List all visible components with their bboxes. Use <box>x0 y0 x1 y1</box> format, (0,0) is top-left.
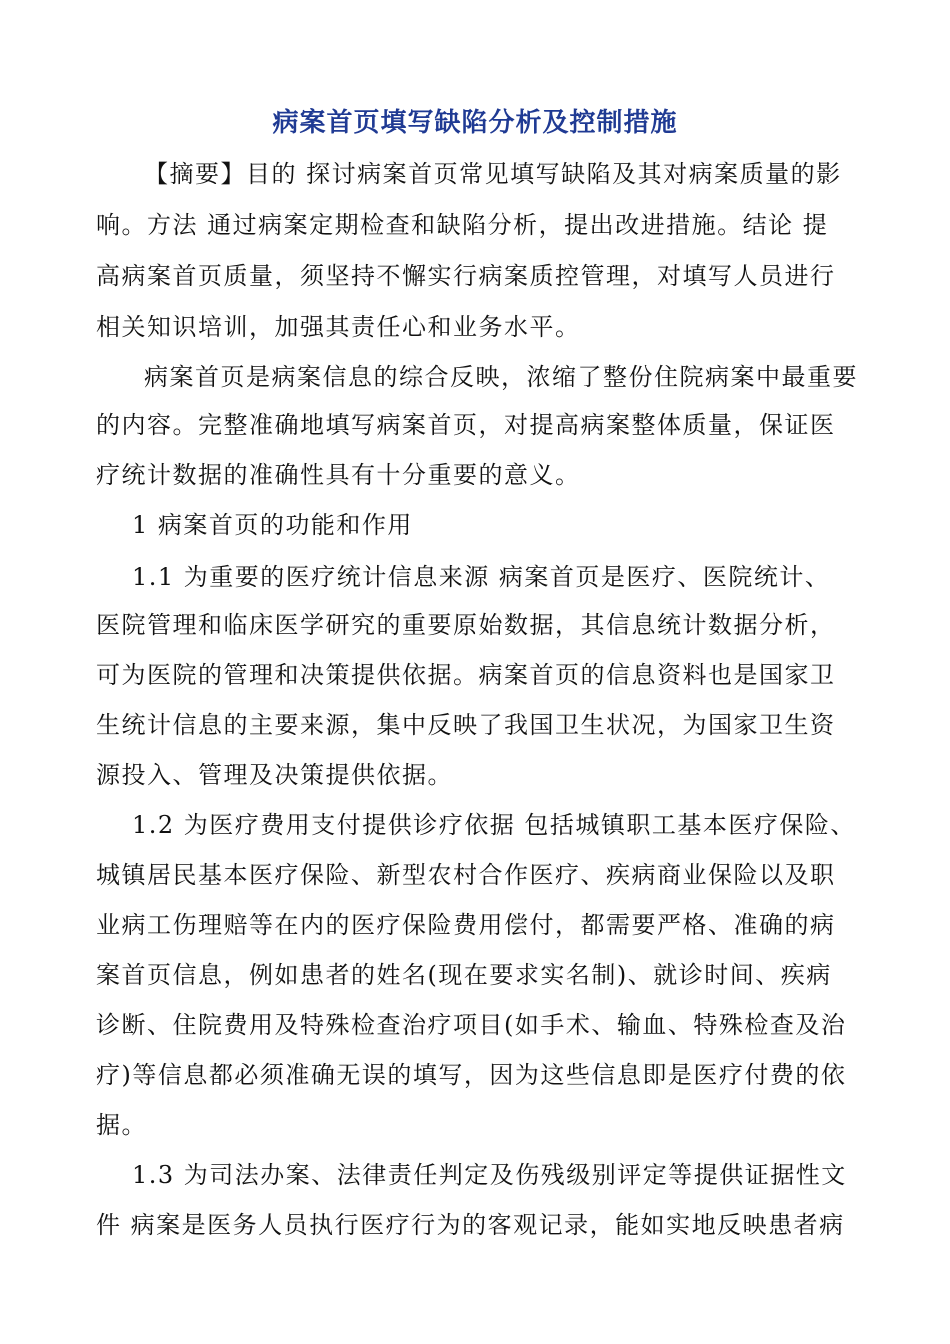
abstract-line-4: 相关知识培训，加强其责任心和业务水平。 <box>96 313 581 341</box>
sec-1-1-line-3: 可为医院的管理和决策提供依据。病案首页的信息资料也是国家卫 <box>96 661 836 689</box>
section-1-heading: 1 病案首页的功能和作用 <box>132 511 413 539</box>
abstract-line-2: 响。方法 通过病案定期检查和缺陷分析，提出改进措施。结论 提 <box>96 211 829 239</box>
sec-1-1-line-4: 生统计信息的主要来源，集中反映了我国卫生状况，为国家卫生资 <box>96 711 836 739</box>
sec-1-2-line-4: 案首页信息，例如患者的姓名(现在要求实名制)、就诊时间、疾病 <box>96 961 832 989</box>
intro-line-3: 疗统计数据的准确性具有十分重要的意义。 <box>96 461 581 489</box>
document-title: 病案首页填写缺陷分析及控制措施 <box>272 108 678 138</box>
sec-1-2-line-2: 城镇居民基本医疗保险、新型农村合作医疗、疾病商业保险以及职 <box>96 861 836 889</box>
sec-1-2-line-3: 业病工伤理赔等在内的医疗保险费用偿付，都需要严格、准确的病 <box>96 911 836 939</box>
sec-1-2-line-1: 1.2 为医疗费用支付提供诊疗依据 包括城镇职工基本医疗保险、 <box>132 811 856 839</box>
sec-1-3-line-2: 件 病案是医务人员执行医疗行为的客观记录，能如实地反映患者病 <box>96 1211 845 1239</box>
sec-1-2-line-5: 诊断、住院费用及特殊检查治疗项目(如手术、输血、特殊检查及治 <box>96 1011 847 1039</box>
sec-1-1-line-1: 1.1 为重要的医疗统计信息来源 病案首页是医疗、医院统计、 <box>132 563 831 591</box>
abstract-line-1: 【摘要】目的 探讨病案首页常见填写缺陷及其对病案质量的影 <box>144 160 842 188</box>
sec-1-1-line-2: 医院管理和临床医学研究的重要原始数据，其信息统计数据分析， <box>96 611 836 639</box>
abstract-line-3: 高病案首页质量，须坚持不懈实行病案质控管理，对填写人员进行 <box>96 262 836 290</box>
sec-1-2-line-7: 据。 <box>96 1111 147 1139</box>
sec-1-2-line-6: 疗)等信息都必须准确无误的填写，因为这些信息即是医疗付费的依 <box>96 1061 847 1089</box>
sec-1-3-line-1: 1.3 为司法办案、法律责任判定及伤残级别评定等提供证据性文 <box>132 1161 847 1189</box>
intro-line-1: 病案首页是病案信息的综合反映，浓缩了整份住院病案中最重要 <box>144 363 858 391</box>
sec-1-1-line-5: 源投入、管理及决策提供依据。 <box>96 761 453 789</box>
intro-line-2: 的内容。完整准确地填写病案首页，对提高病案整体质量，保证医 <box>96 411 836 439</box>
